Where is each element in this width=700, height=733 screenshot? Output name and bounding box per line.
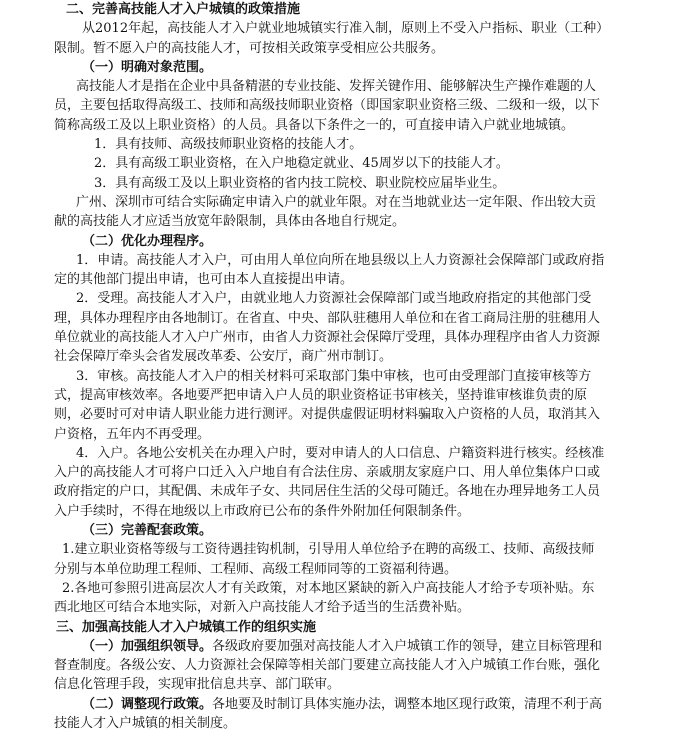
text-line: 2．具有高级工职业资格，在入户地稳定就业、45周岁以下的技能人才。 <box>94 156 509 172</box>
text-line: 4．入户。各地公安机关在办理入户时，要对申请人的人口信息、户籍资料进行核实。经核准 <box>76 445 605 461</box>
text-line: 西北地区可结合本地实际，对新入户高技能人才给予适当的生活费补贴。 <box>54 600 471 616</box>
text-line: 单位就业的高技能人才入户广州市，由省人力资源社会保障厅受理，具体办理程序由省人力资源 <box>54 330 601 346</box>
text-line: 则，必要时可对申请人职业能力进行测评。对提供虚假证明材料骗取入户资格的人员，取消其入 <box>54 407 601 423</box>
text-line: 入户手续时，不得在地级以上市政府已公布的条件外附加任何限制条件。 <box>54 503 471 519</box>
text-line: 信息化管理手段，实现审批信息共享、部门联审。 <box>54 677 341 693</box>
text-line: 限制。暂不愿入户的高技能人才，可按相关政策享受相应公共服务。 <box>54 40 445 56</box>
text-line: 技能人才入户城镇的相关制度。 <box>54 715 237 731</box>
text-line: 3．具有高级工及以上职业资格的省内技工院校、职业院校应届毕业生。 <box>94 175 506 191</box>
bold-heading-prefix: （二）调整现行政策。 <box>82 696 213 712</box>
text-line: 1.建立职业资格等级与工资待遇挂钩机制，引导用人单位给予在聘的高级工、技师、高级技师 <box>62 542 595 558</box>
text-line: 分别与本单位助理工程师、工程师、高级工程师同等的工资福利待遇。 <box>54 561 458 577</box>
text-line: 2．受理。高技能人才入户，由就业地人力资源社会保障部门或当地政府指定的其他部门受 <box>76 291 592 307</box>
text-line: 从2012年起，高技能人才入户就业地城镇实行准入制，原则上不受入户指标、职业（工种） <box>82 21 610 37</box>
text-line: （三）完善配套政策。 <box>82 523 213 539</box>
text-line: 3．审核。高技能人才入户的相关材料可采取部门集中审核，也可由受理部门直接审核等方 <box>76 368 592 384</box>
text-line: 献的高技能人才应适当放宽年龄限制，具体由各地自行规定。 <box>54 214 406 230</box>
text-line: 户资格，五年内不再受理。 <box>54 426 211 442</box>
text-line: 简称高级工及以上职业资格）的人员。具备以下条件之一的，可直接申请入户就业地城镇。 <box>54 117 575 133</box>
text-line: 社会保障厅牵头会省发展改革委、公安厅，商广州市制订。 <box>54 349 393 365</box>
text-line: 督查制度。各级公安、人力资源社会保障等相关部门要建立高技能人才入户城镇工作台账，强化 <box>54 658 601 674</box>
text-line: 政府指定的户口，其配偶、未成年子女、共同居住生活的父母可随迁。各地在办理异地务工人员 <box>54 484 601 500</box>
text-line: （二）优化办理程序。 <box>82 233 213 249</box>
text-line: 定的其他部门提出申请，也可由本人直接提出申请。 <box>54 272 354 288</box>
text-line: 三、加强高技能人才入户城镇工作的组织实施 <box>56 619 317 635</box>
text-line: 广州、深圳市可结合实际确定申请入户的就业年限。对在当地就业达一定年限、作出较大贡 <box>76 194 597 210</box>
text-line: 入户的高技能人才可将户口迁入入户地自有合法住房、亲戚朋友家庭户口、用人单位集体户口或 <box>54 465 601 481</box>
bold-heading-prefix: （一）加强组织领导。 <box>82 638 213 654</box>
line-rest: 各级政府要加强对高技能人才入户城镇工作的领导，建立目标管理和 <box>212 638 603 654</box>
line-rest: 各地要及时制订具体实施办法，调整本地区现行政策，清理不利于高 <box>212 696 603 712</box>
text-line <box>54 637 694 656</box>
text-line: 1．具有技师、高级技师职业资格的技能人才。 <box>94 137 363 153</box>
text-line: 理，具体办理程序由各地制订。在省直、中央、部队驻穗用人单位和在省工商局注册的驻穗用人 <box>54 310 601 326</box>
text-line: 式，提高审核效率。各地要严把申请入户人员的职业资格证书审核关，坚持谁审核谁负责的原 <box>54 387 588 403</box>
text-line: （一）明确对象范围。 <box>82 59 213 75</box>
text-line: 员，主要包括取得高级工、技师和高级技师职业资格（即国家职业资格三级、二级和一级，以下 <box>54 98 601 114</box>
text-line: 二、完善高技能人才入户城镇的政策措施 <box>66 2 301 17</box>
text-line: 2.各地可参照引进高层次人才有关政策，对本地区紧缺的新入户高技能人才给予专项补贴。东 <box>62 580 595 596</box>
text-line: 高技能人才是指在企业中具备精湛的专业技能、发挥关键作用、能够解决生产操作难题的人 <box>76 79 597 95</box>
text-line <box>54 695 694 714</box>
text-line: 1．申请。高技能人才入户，可由用人单位向所在地县级以上人力资源社会保障部门或政府指 <box>76 252 605 268</box>
